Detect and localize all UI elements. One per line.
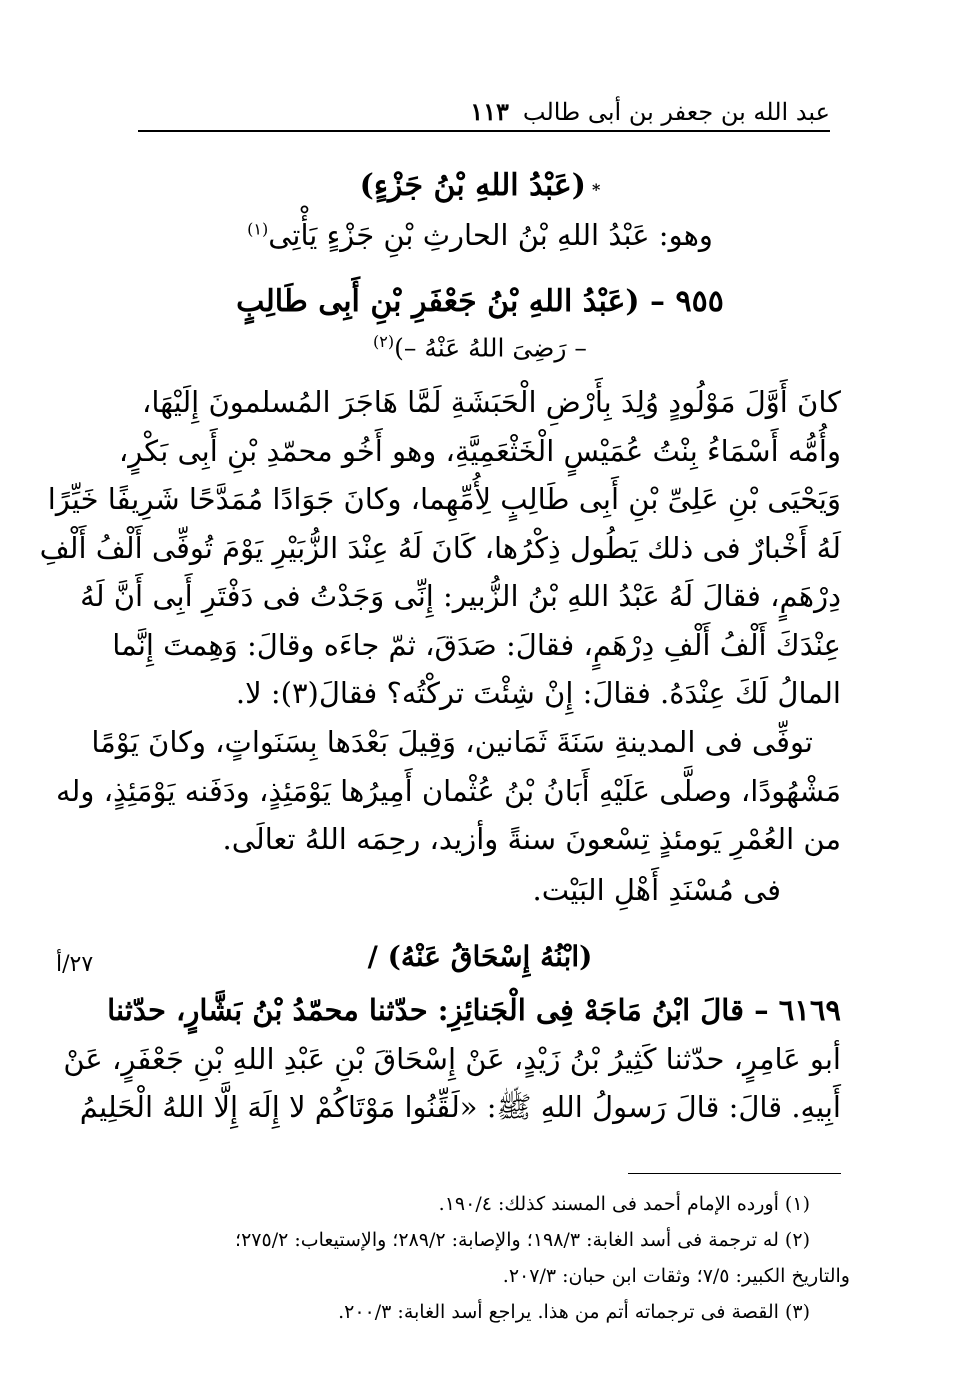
text-line: أَبِيهِ. قالَ: قالَ رَسولُ اللهِ ﷺ: «لَقِّنُوا مَوْتَاكُمْ لا إِلَهَ إِلَّا اللهُ الْحَلِيمُ	[79, 1090, 841, 1124]
entry-heading-blessing: – رَضِىَ اللهُ عَنْهُ –)$^{(٢)}$	[373, 332, 587, 363]
footnote-2: (٢) له ترجمة فى أسد الغابة: ١٩٨/٣؛ والإصابة: ٢٨٩/٢؛ والإستيعاب: ٢٧٥/٢؛	[235, 1229, 810, 1251]
text-line: مَشْهُودًا، وصلَّى عَلَيْهِ أَبَانُ بْنُ عُثْمان أَمِيرُها يَوْمَئِذٍ، ودَفَنه يَوْمَئِذٍ، وله	[55, 773, 841, 808]
hadith-paragraph	[63, 986, 841, 1132]
footnote-ref-2: (٢)	[373, 332, 395, 351]
musnad-reference	[133, 866, 841, 915]
footnote-3: (٣) القصة فى ترجماته أتم من هذا. يراجع أسد الغابة: ٢٠٠/٣.	[338, 1301, 810, 1323]
entry-marker: *	[591, 180, 601, 199]
text-line: دِرْهَمٍ، فقالَ لَهُ عَبْدُ اللهِ بْنُ الزُّبير: إِنِّى وَجَدْتُ فى دَفْتَرِ أَبِى أَنَّ لَهُ	[80, 579, 841, 613]
text-line: أبو عَامِرٍ، حدّثنا كَثِيرُ بْنُ زَيْدٍ، عَنْ إِسْحَاقَ بْنِ عَبْدِ اللهِ بْنِ جَعْفَرٍ، عَنْ	[63, 1041, 841, 1076]
text-line: وأُمُّه أَسْمَاءُ بِنْتُ عُمَيْسٍ الْخَثْعَمِيَّةِ، وهو أَخُو محمّدِ بْنِ أَبِى بَكْرٍ،	[118, 433, 841, 468]
running-head-title: عبد الله بن جعفر بن أبى طالب	[522, 98, 830, 126]
section-heading-ishaq: (ابْنُهُ إِسْحَاقُ عَنْهُ) /	[367, 940, 593, 973]
page-number: ١١٣	[470, 97, 509, 126]
footnote-separator	[628, 1173, 841, 1174]
text-line: كانَ أَوَّلَ مَوْلُودٍ وُلِدَ بِأَرْضِ الْحَبَشَةِ لَمَّا هَاجَرَ المُسلمونَ إِلَيْهَا،	[142, 385, 841, 419]
biography-paragraph	[39, 378, 841, 718]
text-line: المالُ لَكَ عِنْدَهُ. فقالَ: إِنْ شِئْتَ تركْتُه؟ فقالَ(٣): لا.	[235, 676, 841, 710]
footnotes	[120, 1186, 850, 1330]
manuscript-folio-note: ٢٧/أ	[56, 952, 94, 977]
entry-crossref-line: وهو: عَبْدُ اللهِ بْنُ الحارثِ بْنِ جَزْءٍ يَأْتِى$^{(١)}$	[247, 218, 713, 252]
footnote-ref-1: (١)	[247, 219, 269, 239]
text-line: وَيَحْيَى بْنِ عَلِىِّ بْنِ أَبِى طَالِبٍ لِأُمِّهِما، وكانَ جَوَادًا مُمَدَّحًا شَرِيفًا خَيِّرًا	[47, 482, 841, 516]
text-line: عِنْدَكَ أَلْفُ أَلْفِ دِرْهَمٍ، فقالَ: صَدَقَ، ثمّ جاءَه وقالَ: وَهِمتَ إِنَّما	[112, 627, 841, 662]
entry-heading-ibn-jaz: *(عَبْدُ اللهِ بْنُ جَزْءٍ)	[359, 168, 601, 203]
running-head	[138, 86, 830, 132]
text-line: فى مُسْنَدِ أَهْلِ البَيْت.	[532, 873, 781, 907]
text-line: لَهُ أَخْبارٌ فى ذلك يَطُول ذِكْرُها، كَانَ لَهُ عِنْدَ الزُّبَيْرِ يَوْمَ تُوفِّى أَلْفُ أَلْفِ	[39, 530, 841, 565]
text-line: ٦١٦٩ – قالَ ابْنُ مَاجَهْ فِى الْجَنائِزِ: حدّثنا محمّدُ بْنُ بَشَّارٍ، حدّثنا	[107, 993, 841, 1027]
footnote-1: (١) أورده الإمام أحمد فى المسند كذلك: ١٩٠/٤.	[438, 1193, 810, 1215]
text-line: من العُمْرِ يَومئذٍ تِسْعونَ سنةً وأزيد، رحِمَه اللهُ تعالَى.	[222, 822, 841, 856]
entry-heading-ibn-jafar: ٩٥٥ – (عَبْدُ اللهِ بْنُ جَعْفَرِ بْنِ أَبِى طَالِبٍ	[236, 284, 724, 319]
text-line: توفِّى فى المدينةِ سَنَةَ ثَمَانين، وَقِيلَ بَعْدَها بِسَنَواتٍ، وكانَ يَوْمًا	[91, 725, 813, 759]
footnote-2-continued: والتاريخ الكبير: ٧/٥؛ وثقات ابن حبان: ٢٠٧/٣.	[502, 1265, 850, 1287]
death-paragraph	[55, 718, 841, 864]
